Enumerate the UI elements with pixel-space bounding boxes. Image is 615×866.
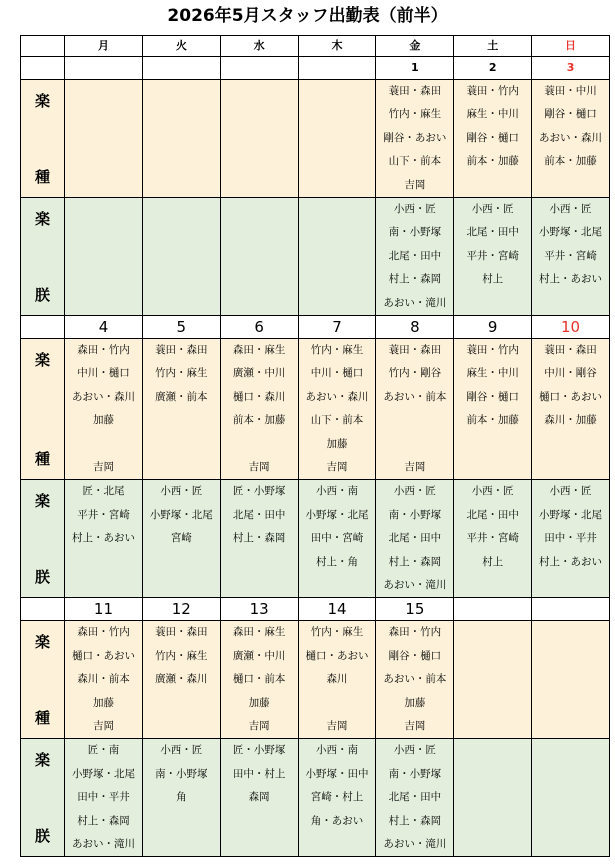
staff-names: 小西・匠: [471, 485, 514, 498]
date-row-spacer: [21, 316, 65, 339]
staff-names: 前本・加藤: [232, 414, 286, 427]
shift-row-b: [21, 480, 610, 598]
staff-names: 小野塚・北尾: [305, 508, 369, 521]
staff-names: 竹内・麻生: [310, 626, 364, 639]
shift-row-b: [21, 739, 610, 857]
staff-names: 小西・匠: [393, 485, 436, 498]
staff-names: 森田・竹内: [388, 626, 442, 639]
staff-names: 小野塚・北尾: [539, 508, 603, 521]
staff-names: [221, 433, 298, 456]
shift-cell: [454, 339, 532, 480]
date-cell: 15: [376, 598, 454, 621]
staff-names: 小西・匠: [160, 485, 203, 498]
shift-row-b: [21, 198, 610, 316]
staff-names: 南・小野塚: [388, 767, 442, 780]
shift-cell: [532, 621, 610, 739]
staff-names: 蓑田・竹内: [466, 85, 519, 97]
staff-names: 南・小野塚: [155, 767, 208, 780]
date-cell: 5: [142, 316, 220, 339]
date-cell: [65, 57, 143, 80]
staff-names: 剛谷・樋口: [466, 131, 519, 144]
shift-cell: [376, 80, 454, 198]
staff-names: 吉岡: [248, 719, 270, 732]
staff-names: 加藤: [326, 437, 348, 450]
corner-cell: [21, 36, 65, 57]
shift-cell: [65, 339, 143, 480]
row-label: [21, 198, 65, 316]
row-label: [21, 480, 65, 598]
staff-names: 竹内・麻生: [155, 367, 208, 380]
shift-cell: [454, 739, 532, 857]
shift-cell: [65, 80, 143, 198]
date-cell: 9: [454, 316, 532, 339]
staff-names: 加藤: [92, 414, 114, 427]
staff-names: 村上・森岡: [388, 814, 442, 827]
staff-names: 角: [176, 791, 187, 804]
staff-names: 村上・森岡: [77, 814, 130, 827]
staff-names: 村上・あおい: [539, 273, 603, 286]
staff-names: 蓑田・竹内: [466, 344, 519, 356]
staff-names: 北尾・田中: [388, 532, 442, 545]
shift-cell: [376, 739, 454, 857]
shift-cell: [65, 621, 143, 739]
shift-cell: [376, 480, 454, 598]
staff-names: 小西・匠: [549, 203, 592, 215]
date-cell: 4: [65, 316, 143, 339]
staff-names: 吉岡: [92, 460, 114, 473]
row-label-top: 楽: [35, 210, 51, 228]
staff-names: 小野塚・田中: [305, 767, 369, 780]
staff-names: 平井・宮崎: [77, 508, 130, 521]
staff-names: 森田・麻生: [232, 344, 286, 356]
staff-names: 角・あおい: [310, 814, 364, 827]
staff-names: 村上・あおい: [539, 555, 603, 568]
staff-names: 森川: [326, 673, 348, 686]
shift-cell: [142, 480, 220, 598]
staff-names: 森川・加藤: [544, 414, 597, 427]
staff-names: 加藤: [248, 696, 270, 709]
staff-names: 小西・匠: [160, 744, 203, 757]
staff-names: 中川・剛谷: [544, 367, 597, 380]
date-cell: 8: [376, 316, 454, 339]
staff-names: 小西・匠: [549, 485, 592, 498]
weekday-row: [21, 36, 610, 57]
staff-names: 吉岡: [404, 719, 426, 732]
row-label-top: 楽: [35, 633, 51, 652]
date-cell: [220, 57, 298, 80]
schedule-body: [21, 36, 610, 857]
staff-names: 宮崎: [170, 532, 192, 545]
staff-names: 前本・加藤: [466, 155, 519, 168]
shift-cell: [142, 739, 220, 857]
weekday-header: 木: [298, 36, 376, 57]
staff-names: 宮崎・村上: [310, 791, 364, 804]
staff-names: 北尾・田中: [232, 508, 286, 521]
staff-names: 廣瀬・前本: [155, 390, 208, 403]
staff-names: 田中・平井: [544, 532, 597, 545]
staff-names: 北尾・田中: [466, 508, 519, 521]
shift-cell: [532, 339, 610, 480]
date-row: [21, 316, 610, 339]
staff-names: 竹内・麻生: [310, 344, 364, 356]
staff-names: 山下・前本: [388, 155, 442, 168]
shift-cell: [220, 198, 298, 316]
staff-names: 加藤: [404, 696, 426, 709]
shift-cell: [65, 198, 143, 316]
row-label-bottom: 種: [35, 450, 51, 469]
shift-cell: [298, 480, 376, 598]
shift-cell: [454, 621, 532, 739]
staff-names: 剛谷・樋口: [466, 390, 519, 403]
weekday-header: 火: [142, 36, 220, 57]
staff-names: 竹内・麻生: [388, 108, 442, 121]
staff-names: 田中・平井: [77, 791, 130, 804]
row-label-bottom: 種: [35, 709, 51, 728]
staff-names: 匠・北尾: [82, 485, 125, 498]
page-title: 2026年5月スタッフ出勤表（前半）: [167, 6, 448, 26]
weekday-header: 月: [65, 36, 143, 57]
staff-names: 小野塚・北尾: [71, 767, 135, 780]
shift-cell: [298, 198, 376, 316]
staff-names: 平井・宮崎: [544, 249, 597, 262]
row-label: [21, 621, 65, 739]
row-label: [21, 739, 65, 857]
staff-names: 村上・森岡: [388, 555, 442, 568]
staff-names: あおい・森川: [305, 390, 369, 403]
staff-names: 中川・樋口: [77, 367, 130, 380]
date-cell: 11: [65, 598, 143, 621]
date-cell: 6: [220, 316, 298, 339]
shift-cell: [142, 198, 220, 316]
date-cell: 13: [220, 598, 298, 621]
staff-names: 森川・前本: [77, 673, 130, 686]
staff-names: 吉岡: [404, 178, 426, 191]
staff-names: 剛谷・樋口: [544, 108, 597, 121]
row-label: [21, 80, 65, 198]
weekday-header: 水: [220, 36, 298, 57]
staff-names: 北尾・田中: [388, 249, 442, 262]
staff-names: 村上・森岡: [232, 532, 286, 545]
staff-names: 平井・宮崎: [466, 249, 519, 262]
weekday-header: 土: [454, 36, 532, 57]
weekday-header: 金: [376, 36, 454, 57]
row-label-top: 楽: [35, 751, 51, 770]
staff-names: 廣瀬・中川: [232, 649, 286, 662]
row-label-bottom: 朕: [35, 286, 51, 304]
shift-cell: [454, 480, 532, 598]
date-cell: 12: [142, 598, 220, 621]
shift-cell: [532, 480, 610, 598]
staff-names: 麻生・中川: [466, 108, 519, 121]
shift-cell: [532, 198, 610, 316]
date-row-spacer: [21, 57, 65, 80]
weekday-header: 日: [532, 36, 610, 57]
shift-cell: [298, 80, 376, 198]
staff-names: 森田・麻生: [232, 626, 286, 639]
staff-names: [65, 433, 142, 456]
staff-names: 剛谷・樋口: [388, 649, 442, 662]
shift-cell: [65, 480, 143, 598]
shift-cell: [220, 80, 298, 198]
date-cell: [142, 57, 220, 80]
staff-names: 小西・匠: [393, 744, 436, 757]
date-cell: [298, 57, 376, 80]
row-label-top: 楽: [35, 92, 51, 110]
staff-names: 竹内・麻生: [155, 649, 208, 662]
staff-names: 森田・竹内: [77, 626, 130, 639]
staff-names: 田中・宮崎: [310, 532, 364, 545]
staff-names: 北尾・田中: [388, 791, 442, 804]
row-label-top: 楽: [35, 351, 51, 369]
row-label-top: 楽: [35, 492, 51, 511]
staff-names: [376, 409, 453, 432]
staff-names: 小西・南: [316, 485, 358, 498]
staff-names: 蓑田・森田: [388, 344, 442, 356]
staff-names: あおい・滝川: [71, 837, 135, 850]
row-label-bottom: 朕: [35, 568, 51, 587]
staff-names: 小西・南: [316, 744, 358, 757]
staff-names: 蓑田・森田: [388, 85, 442, 97]
date-cell: 3: [532, 57, 610, 80]
staff-names: 小西・匠: [393, 203, 436, 215]
staff-names: 加藤: [92, 696, 114, 709]
staff-names: 蓑田・森田: [155, 626, 208, 639]
date-row: [21, 57, 610, 80]
staff-names: 竹内・剛谷: [388, 367, 442, 380]
staff-names: 剛谷・あおい: [383, 131, 447, 144]
staff-names: あおい・滝川: [383, 578, 447, 591]
staff-names: 樋口・あおい: [305, 649, 369, 662]
date-cell: 1: [376, 57, 454, 80]
shift-cell: [298, 621, 376, 739]
staff-names: 蓑田・森田: [544, 344, 597, 356]
staff-names: 前本・加藤: [544, 155, 597, 168]
staff-names: 廣瀬・中川: [232, 367, 286, 380]
date-cell: 14: [298, 598, 376, 621]
staff-names: 小野塚・北尾: [149, 508, 213, 521]
staff-names: あおい・森川: [539, 131, 603, 144]
shift-cell: [532, 80, 610, 198]
staff-names: 中川・樋口: [310, 367, 364, 380]
staff-names: 森岡: [248, 791, 270, 804]
staff-names: 南・小野塚: [388, 226, 442, 239]
date-cell: [454, 598, 532, 621]
staff-names: 麻生・中川: [466, 367, 519, 380]
shift-cell: [532, 739, 610, 857]
shift-cell: [454, 198, 532, 316]
shift-row-a: [21, 621, 610, 739]
shift-cell: [220, 621, 298, 739]
staff-names: 山下・前本: [310, 414, 364, 427]
staff-names: 前本・加藤: [466, 414, 519, 427]
shift-cell: [220, 739, 298, 857]
shift-cell: [376, 198, 454, 316]
shift-row-a: [21, 80, 610, 198]
staff-names: あおい・滝川: [383, 296, 447, 309]
staff-names: 吉岡: [326, 719, 348, 732]
staff-names: あおい・前本: [383, 673, 447, 686]
staff-names: あおい・前本: [383, 390, 447, 403]
staff-names: 吉岡: [92, 719, 114, 732]
staff-names: 村上・森岡: [388, 273, 442, 286]
staff-names: 樋口・前本: [232, 673, 286, 686]
shift-cell: [142, 621, 220, 739]
staff-names: [299, 692, 376, 715]
shift-cell: [142, 339, 220, 480]
staff-names: 村上: [482, 273, 504, 286]
staff-names: 北尾・田中: [466, 226, 519, 239]
date-cell: [532, 598, 610, 621]
staff-names: 村上・あおい: [71, 532, 135, 545]
staff-names: 樋口・あおい: [539, 390, 603, 403]
staff-names: 小西・匠: [471, 203, 514, 215]
date-cell: 2: [454, 57, 532, 80]
row-label: [21, 339, 65, 480]
staff-names: [376, 433, 453, 456]
schedule-table: [20, 35, 610, 857]
staff-names: 南・小野塚: [388, 508, 442, 521]
staff-names: 村上・角: [316, 555, 358, 568]
staff-names: あおい・森川: [71, 390, 135, 403]
staff-names: 匠・小野塚: [232, 485, 286, 498]
date-cell: 7: [298, 316, 376, 339]
shift-cell: [298, 739, 376, 857]
staff-names: 吉岡: [404, 460, 426, 473]
staff-names: 樋口・あおい: [71, 649, 135, 662]
staff-names: 廣瀬・森川: [155, 673, 208, 686]
date-row: [21, 598, 610, 621]
shift-cell: [454, 80, 532, 198]
staff-names: 樋口・森川: [232, 390, 286, 403]
shift-cell: [220, 480, 298, 598]
staff-names: 匠・南: [87, 744, 120, 757]
shift-cell: [65, 739, 143, 857]
staff-names: 森田・竹内: [77, 344, 130, 356]
staff-names: 吉岡: [248, 460, 270, 473]
staff-names: あおい・滝川: [383, 837, 447, 850]
staff-names: 吉岡: [326, 460, 348, 473]
staff-names: 田中・村上: [232, 767, 286, 780]
shift-cell: [220, 339, 298, 480]
row-label-bottom: 種: [35, 168, 51, 186]
shift-cell: [376, 339, 454, 480]
shift-cell: [376, 621, 454, 739]
shift-cell: [298, 339, 376, 480]
shift-cell: [142, 80, 220, 198]
staff-names: 小野塚・北尾: [539, 226, 603, 239]
date-cell: 10: [532, 316, 610, 339]
staff-names: 匠・小野塚: [232, 744, 286, 757]
row-label-bottom: 朕: [35, 827, 51, 846]
staff-names: 蓑田・森田: [155, 344, 208, 356]
staff-names: 蓑田・中川: [544, 85, 597, 97]
shift-row-a: [21, 339, 610, 480]
staff-names: 平井・宮崎: [466, 532, 519, 545]
staff-names: 村上: [482, 555, 504, 568]
date-row-spacer: [21, 598, 65, 621]
